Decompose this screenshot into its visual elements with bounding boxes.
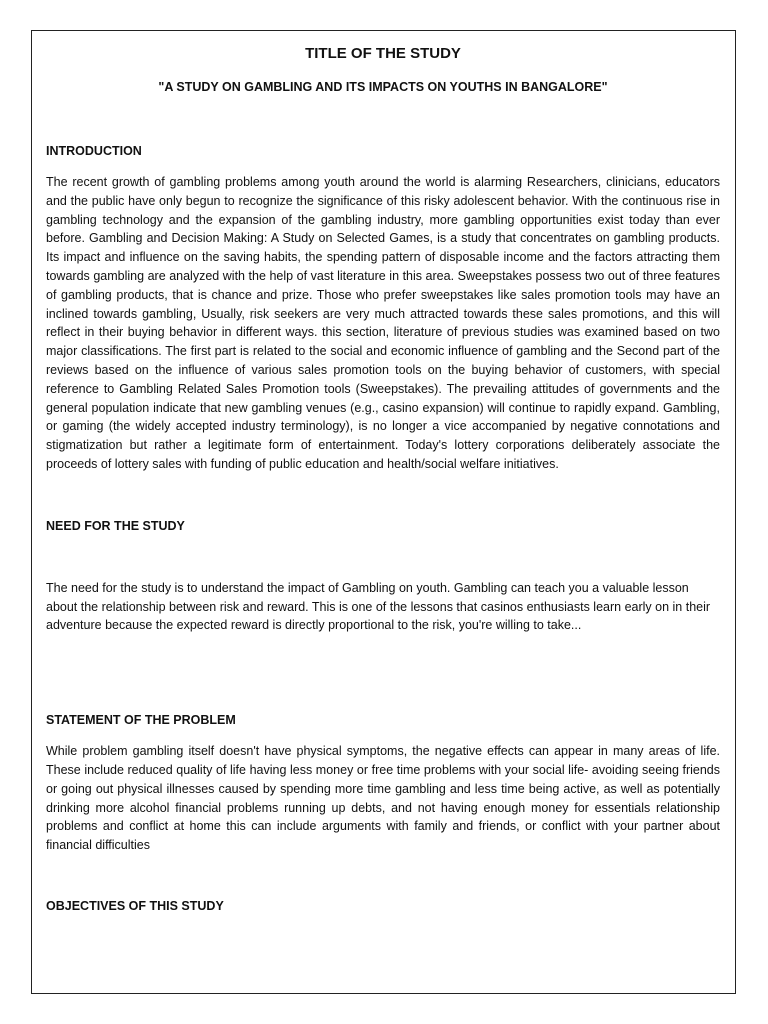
need-for-study-heading: NEED FOR THE STUDY [46,518,185,533]
study-subtitle: "A STUDY ON GAMBLING AND ITS IMPACTS ON YOUTHS IN BANGALORE" [158,80,608,94]
document-title: TITLE OF THE STUDY [305,45,461,62]
introduction-heading: INTRODUCTION [46,144,142,158]
need-for-study-paragraph: The need for the study is to understand the impact of Gambling on youth. Gambling can teach you a valuable lesson about the relationship between risk and reward. This is one of the lessons that casinos enthusiasts learn early on in their adventure because the expected reward is directly proportional to the risk, you're willing to take... [46,580,711,633]
problem-statement-heading: STATEMENT OF THE PROBLEM [46,713,236,728]
document-body [46,44,720,915]
problem-statement-paragraph: While problem gambling itself doesn't have physical symptoms, the negative effects can appear in many areas of life. These include reduced quality of life having less money or free time problems with your social life- avoiding seeing friends or going out physical illnesses caused by spending more time gambling and less time being active, as well as potentially drinking more alcohol financial problems running up debts, and not having enough money for essentials relationship problems and conflict at home this can include arguments with family and friends, or conflict with your partner about financial difficulties [46,744,720,853]
introduction-paragraph: The recent growth of gambling problems among youth around the world is alarming Researchers, clinicians, educators and the public have only begun to recognize the significance of this risky adolescent behavior. With the continuous rise in gambling technology and the expansion of the gambling industry, more gambling opportunities exist today than ever before. Gambling and Decision Making: A Study on Selected Games, is a study that concentrates on gambling products. Its impact and influence on the saving habits, the spending pattern of disposable income and the factors attracting them towards gambling are analyzed with the help of vast literature in this area. Sweepstakes possess two out of three features of gambling products, that is chance and prize. Those who prefer sweepstakes like sales promotion tools may have an inclined towards gambling, Usually, risk seekers are very much attracted towards these sales promotions, and this will reflect in their buying behavior in different ways. this section, literature of previous studies was examined based on two major classifications. The first part is related to the social and economic influence of gambling and the Second part of the reviews based on the influence of various sales promotion tools on the buying behavior of customers, with special reference to Gambling Related Sales Promotion tools (Sweepstakes). The prevailing attitudes of governments and the general population indicate that new gambling venues (e.g., casino expansion) will continue to rapidly expand. Gambling, or gaming (the widely accepted industry terminology), is no longer a vice accompanied by negative connotations and stigmatization but rather a legitimate form of entertainment. Today's lottery corporations deliberately associate the proceeds of lottery sales with funding of public education and health/social welfare initiatives. [46,175,720,471]
objectives-heading: OBJECTIVES OF THIS STUDY [46,898,224,913]
